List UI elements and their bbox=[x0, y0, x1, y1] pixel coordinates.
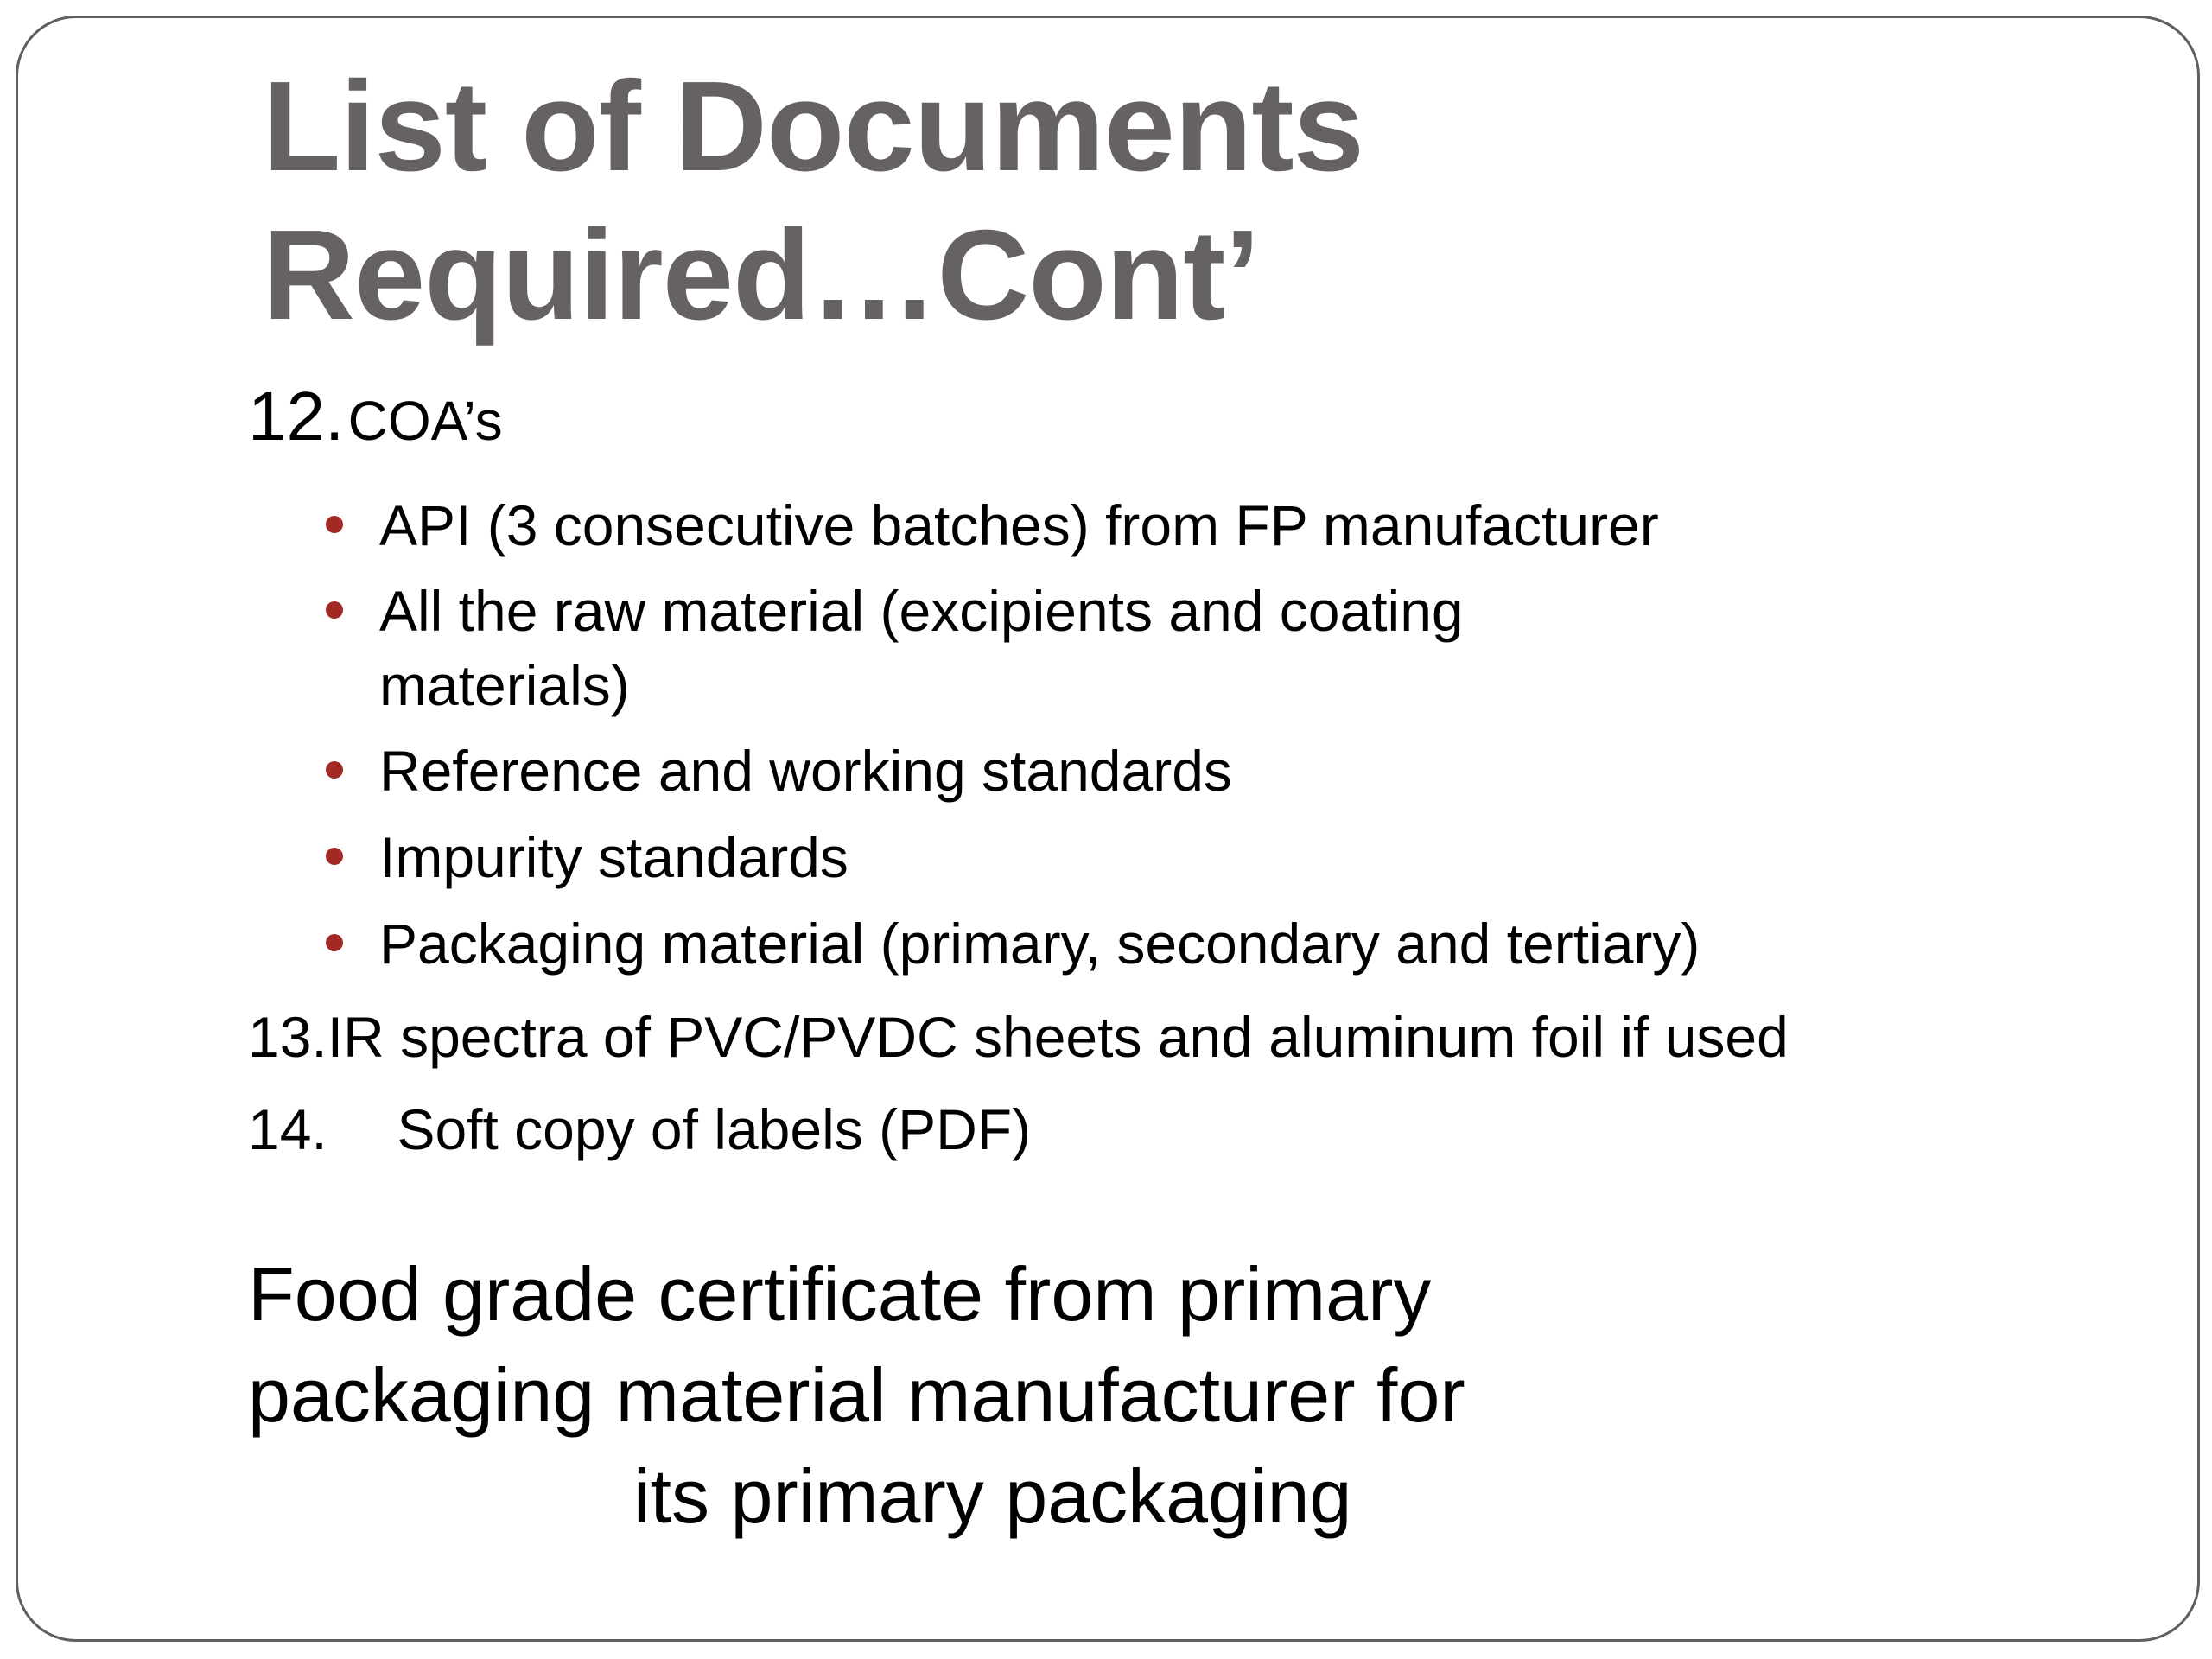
bullet-dot-icon bbox=[326, 761, 343, 779]
item-12 bbox=[248, 377, 503, 456]
item-14-label: Soft copy of labels (PDF) bbox=[397, 1097, 1032, 1161]
bullet-impurity-standards bbox=[379, 820, 849, 894]
note-line-2: packaging material manufacturer for bbox=[248, 1352, 1465, 1438]
item-12-label: COA’s bbox=[347, 390, 503, 452]
item-12-number: 12. bbox=[248, 378, 345, 454]
note-line-3: its primary packaging bbox=[633, 1453, 1352, 1539]
bullet-reference-standards-text: Reference and working standards bbox=[379, 739, 1232, 803]
item-14 bbox=[248, 1092, 1031, 1166]
note-line-1: Food grade certificate from primary bbox=[248, 1251, 1432, 1337]
item-13: 13.IR spectra of PVC/PVDC sheets and aluminum foil if used bbox=[248, 1005, 1789, 1069]
bullet-packaging-material bbox=[379, 906, 1700, 981]
slide-title bbox=[263, 53, 1363, 350]
bullet-raw-material-text-2: materials) bbox=[379, 653, 630, 717]
bullet-dot-icon bbox=[326, 601, 343, 619]
bullet-api-text: API (3 consecutive batches) from FP manufacturer bbox=[379, 493, 1659, 557]
item-14-number: 14. bbox=[248, 1097, 327, 1161]
bullet-dot-icon bbox=[326, 516, 343, 533]
bullet-impurity-standards-text: Impurity standards bbox=[379, 825, 849, 889]
bullet-raw-material-text-1: All the raw material (excipients and coating bbox=[379, 579, 1464, 643]
slide-frame bbox=[16, 16, 2200, 1642]
bullet-packaging-material-text: Packaging material (primary, secondary and tertiary) bbox=[379, 912, 1700, 976]
bullet-reference-standards bbox=[379, 734, 1232, 808]
bullet-raw-material bbox=[379, 574, 1464, 722]
bullet-api bbox=[379, 488, 1659, 563]
bullet-dot-icon bbox=[326, 934, 343, 951]
title-line-1: List of Documents bbox=[263, 55, 1363, 198]
bullet-dot-icon bbox=[326, 848, 343, 865]
title-line-2: Required…Cont’ bbox=[263, 204, 1260, 346]
